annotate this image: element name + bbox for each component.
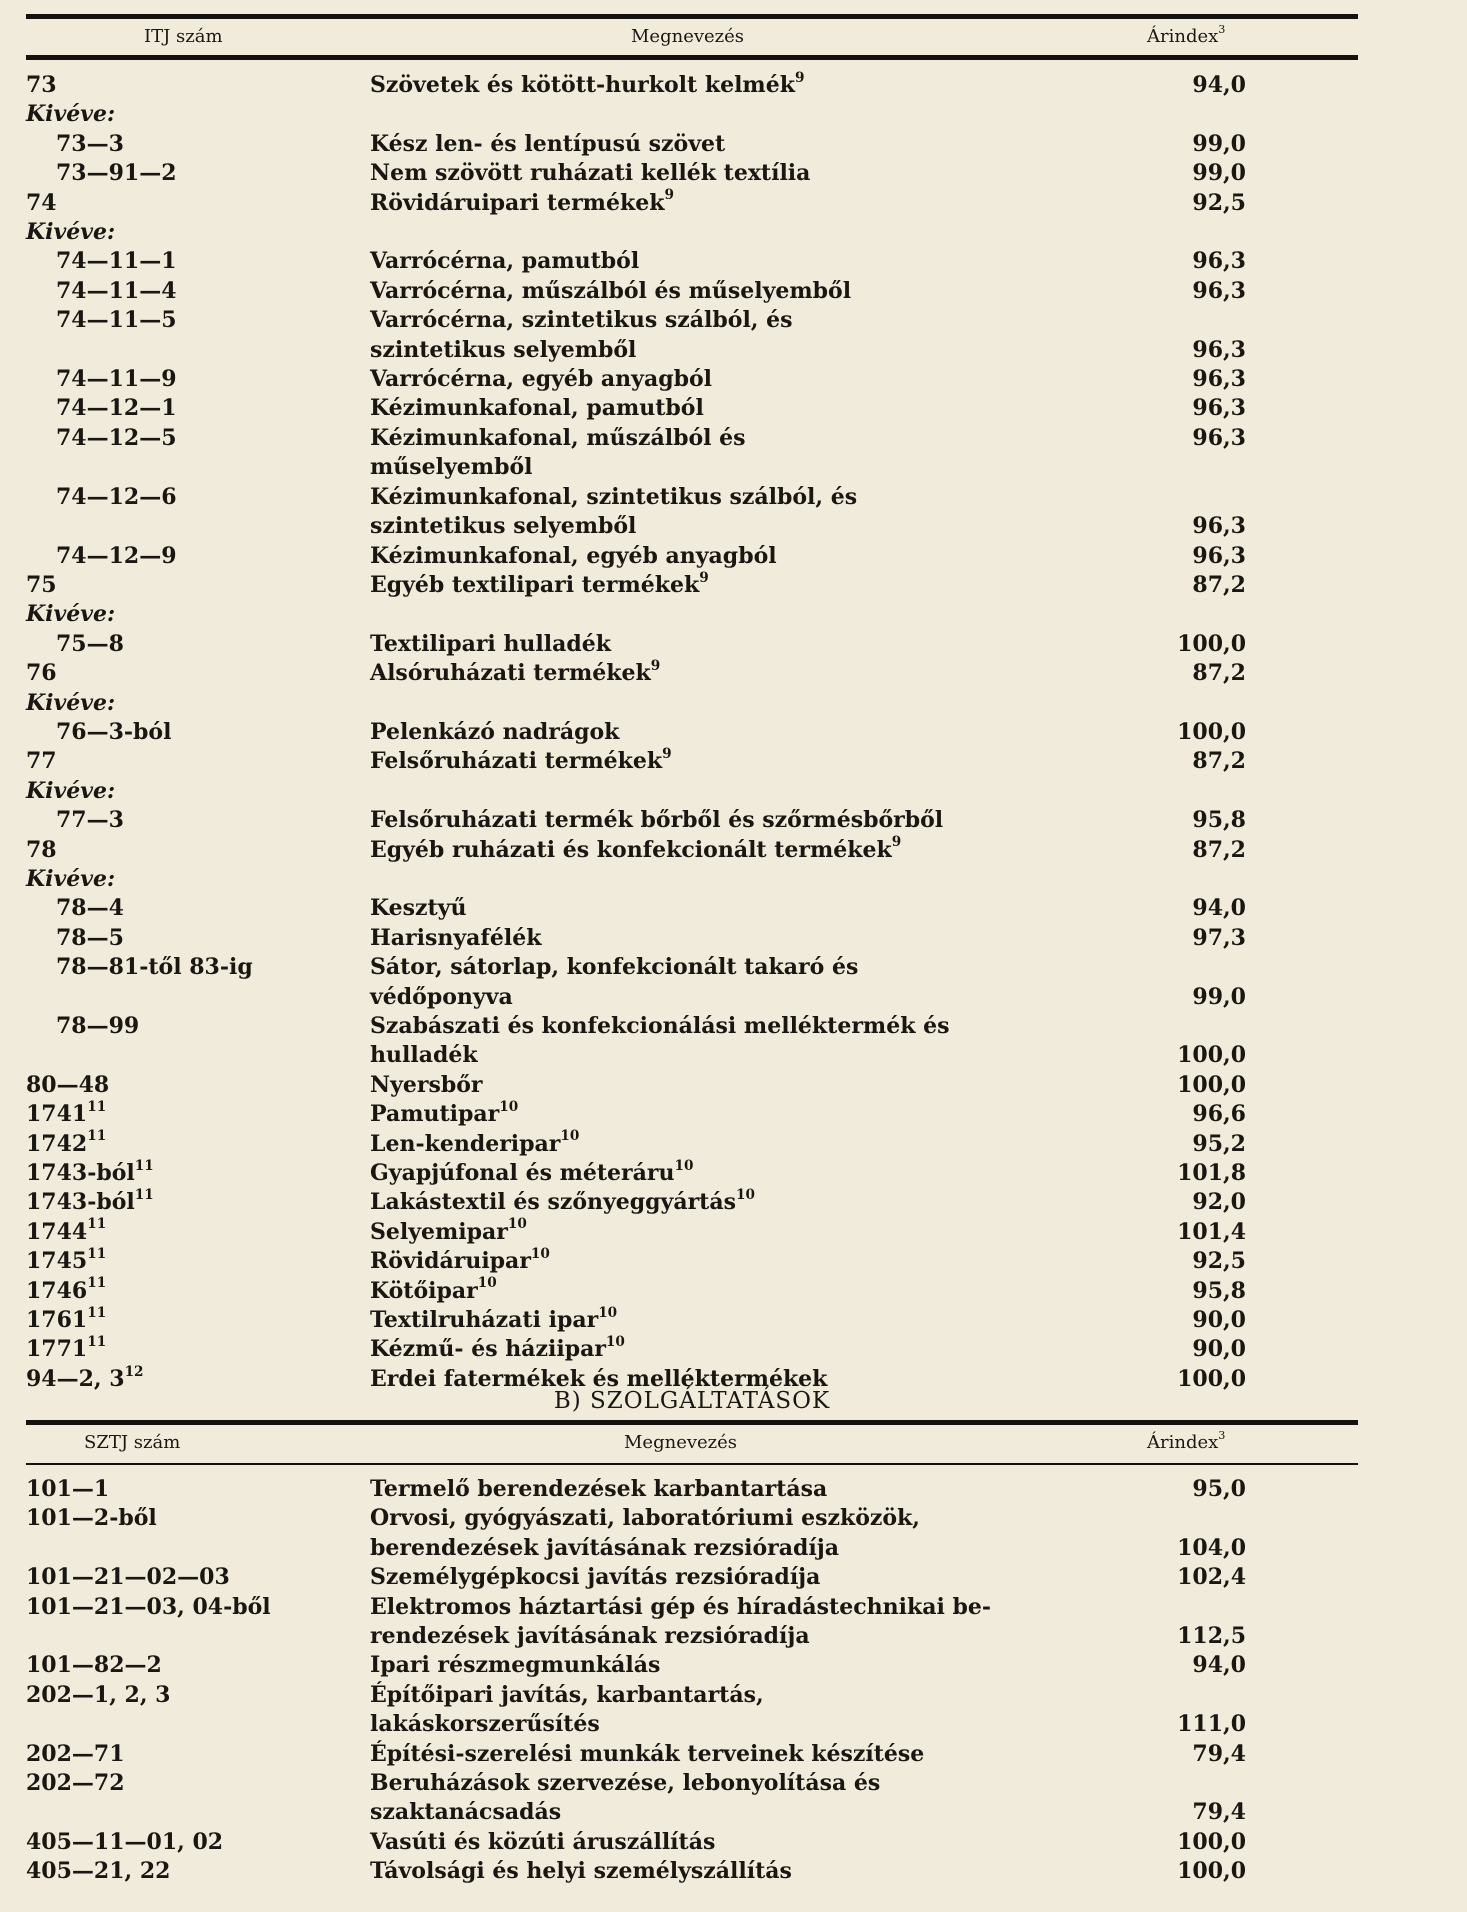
row-name: Felsőruházati termékek$^9$ (370, 745, 672, 775)
row-index-value: 100,0 (1177, 1365, 1246, 1392)
row-name: Sátor, sátorlap, konfekcionált takaró és védőponyva (370, 954, 859, 1010)
table-row (26, 836, 1358, 865)
header-name: Megnevezés (624, 1432, 738, 1453)
row-index-value: 99,0 (1192, 160, 1246, 187)
row-index-value: 95,0 (1192, 1476, 1246, 1502)
table-a-body (26, 71, 1358, 1394)
row-name: Erdei fatermékek és melléktermékek (370, 1365, 828, 1392)
table-row (26, 689, 1358, 718)
exception-label: Kivéve: (26, 689, 116, 716)
table-b-body (26, 1475, 1358, 1887)
row-name: Kézmű- és háziipar$^{10}$ (370, 1334, 625, 1363)
row-index-value: 112,5 (1177, 1623, 1246, 1650)
table-row (26, 1740, 1358, 1769)
row-name: Egyéb ruházati és konfekcionált termékek$^9$ (370, 834, 902, 863)
table-row (26, 894, 1358, 923)
row-name: Rövidáruipari termékek$^9$ (370, 187, 674, 216)
row-name (370, 218, 1090, 247)
row-index-value: 92,5 (1192, 189, 1246, 216)
row-index-value: 100,0 (1177, 1828, 1246, 1855)
table-b-header-rule (26, 1463, 1358, 1465)
row-name: Távolsági és helyi személyszállítás (370, 1858, 792, 1885)
table-a-top-rule (26, 14, 1358, 19)
row-index-value: 96,6 (1192, 1101, 1246, 1128)
row-code: 74—11—1 (56, 248, 177, 275)
row-name: Felsőruházati termék bőrből és szőrmésbőrből (370, 807, 944, 834)
row-name: Vasúti és közúti áruszállítás (370, 1828, 716, 1855)
header-code: ITJ szám (144, 26, 223, 47)
table-row (26, 953, 1358, 1012)
row-code: 101—21—03, 04-ből (26, 1593, 271, 1620)
row-code: 74—11—5 (56, 307, 177, 334)
row-index-value: 95,2 (1192, 1130, 1246, 1157)
header-index: Árindex$^3$ (1147, 1429, 1226, 1453)
row-code: 1743-ból$^{11}$ (26, 1157, 154, 1187)
table-row (26, 277, 1358, 306)
row-code: 1742$^{11}$ (26, 1128, 107, 1157)
row-name: Kész len- és lentípusú szövet (370, 130, 726, 157)
exception-label: Kivéve: (26, 777, 116, 804)
row-index-value: 101,8 (1177, 1160, 1246, 1187)
row-index-value: 87,2 (1192, 836, 1246, 863)
row-code: 73 (26, 72, 57, 98)
exception-label: Kivéve: (26, 865, 116, 892)
header-name: Megnevezés (631, 26, 745, 47)
row-name: Ipari részmegmunkálás (370, 1652, 661, 1679)
row-index-value: 96,3 (1192, 336, 1246, 363)
table-row (26, 924, 1358, 953)
row-name: Egyéb textilipari termékek$^9$ (370, 569, 709, 598)
table-a-header-rule (26, 55, 1358, 60)
row-index-value: 87,2 (1192, 660, 1246, 687)
table-row (26, 1188, 1358, 1217)
table-row (26, 542, 1358, 571)
row-code: 74 (26, 189, 57, 216)
row-index-value: 100,0 (1177, 1858, 1246, 1885)
table-row (26, 1100, 1358, 1129)
row-name: Kézimunkafonal, műszálból és műselyemből (370, 424, 746, 481)
row-index-value: 79,4 (1192, 1799, 1246, 1826)
row-index-value: 96,3 (1192, 366, 1246, 393)
row-index-value: 87,2 (1192, 571, 1246, 598)
row-code: 77—3 (56, 807, 124, 834)
table-row (26, 1335, 1358, 1364)
row-name: Nyersbőr (370, 1071, 483, 1098)
row-index-value: 90,0 (1192, 1307, 1246, 1334)
table-row (26, 1828, 1358, 1857)
row-name: Alsóruházati termékek$^9$ (370, 657, 661, 687)
table-row (26, 1130, 1358, 1159)
row-name: Varrócérna, egyéb anyagból (370, 366, 712, 393)
table-row (26, 806, 1358, 835)
row-name: Varrócérna, műszálból és műselyemből (370, 277, 852, 304)
table-row (26, 1681, 1358, 1740)
row-name: Szövetek és kötött-hurkolt kelmék$^9$ (370, 69, 805, 98)
table-row (26, 630, 1358, 659)
row-code: 76 (26, 660, 57, 687)
row-code: 73—3 (56, 130, 124, 157)
table-row (26, 865, 1358, 894)
table-row (26, 218, 1358, 247)
row-name: Textilipari hulladék (370, 630, 612, 657)
table-row (26, 747, 1358, 776)
row-code: 73—91—2 (56, 160, 177, 187)
row-code: 101—82—2 (26, 1652, 162, 1679)
row-index-value: 102,4 (1177, 1564, 1246, 1591)
row-index-value: 94,0 (1192, 895, 1246, 922)
row-index-value: 101,4 (1177, 1218, 1246, 1245)
table-row (26, 1012, 1358, 1071)
row-code: 1746$^{11}$ (26, 1275, 107, 1304)
row-code: 74—11—9 (56, 366, 177, 393)
table-row (26, 1247, 1358, 1276)
row-code: 75 (26, 571, 57, 598)
row-index-value: 96,3 (1192, 248, 1246, 275)
table-row (26, 424, 1358, 483)
row-name: Nem szövött ruházati kellék textília (370, 160, 811, 187)
exception-label: Kivéve: (26, 219, 116, 246)
table-row (26, 1651, 1358, 1680)
row-index-value: 95,8 (1192, 1277, 1246, 1304)
row-name: Kézimunkafonal, pamutból (370, 395, 704, 422)
row-index-value: 79,4 (1192, 1740, 1246, 1767)
row-code: 101—1 (26, 1476, 110, 1502)
row-name (370, 689, 1090, 718)
row-index-value: 104,0 (1177, 1534, 1246, 1561)
row-code: 74—12—1 (56, 395, 177, 422)
row-name: Harisnyafélék (370, 924, 542, 951)
row-index-value: 111,0 (1177, 1711, 1246, 1738)
row-name: Kézimunkafonal, egyéb anyagból (370, 542, 777, 569)
row-name: Szabászati és konfekcionálási melléktermék és hulladék (370, 1013, 950, 1069)
table-row (26, 71, 1358, 100)
table-row (26, 483, 1358, 542)
table-row (26, 247, 1358, 276)
table-row (26, 777, 1358, 806)
row-index-value: 96,3 (1192, 277, 1246, 304)
row-name: Varrócérna, szintetikus szálból, és szintetikus selyemből (370, 307, 793, 363)
header-code: SZTJ szám (84, 1432, 181, 1453)
table-row (26, 100, 1358, 129)
table-row (26, 571, 1358, 600)
exception-label: Kivéve: (26, 101, 116, 128)
row-index-value: 100,0 (1177, 1071, 1246, 1098)
table-b-header (26, 1426, 1358, 1460)
row-name: Varrócérna, pamutból (370, 248, 640, 275)
table-row (26, 1593, 1358, 1652)
row-code: 101—2-ből (26, 1505, 157, 1532)
row-index-value: 100,0 (1177, 630, 1246, 657)
row-code: 78—4 (56, 895, 124, 922)
row-name: Len-kenderipar$^{10}$ (370, 1128, 580, 1157)
row-code: 74—12—6 (56, 483, 177, 510)
row-name: Rövidáruipar$^{10}$ (370, 1245, 550, 1275)
row-code: 78 (26, 836, 57, 863)
row-code: 78—99 (56, 1013, 140, 1039)
table-row (26, 1306, 1358, 1335)
row-index-value: 99,0 (1192, 130, 1246, 157)
row-name: Építési-szerelési munkák terveinek készítése (370, 1740, 925, 1767)
row-code: 1744$^{11}$ (26, 1216, 107, 1245)
row-name: Építőipari javítás, karbantartás, lakáskorszerűsítés (370, 1681, 764, 1738)
row-name: Kötőipar$^{10}$ (370, 1275, 497, 1304)
row-name: Pamutipar$^{10}$ (370, 1098, 519, 1128)
row-code: 74—11—4 (56, 277, 177, 304)
row-code: 75—8 (56, 630, 124, 657)
row-name (370, 600, 1090, 629)
row-code: 405—21, 22 (26, 1858, 171, 1885)
row-code: 1741$^{11}$ (26, 1098, 107, 1128)
row-name: Orvosi, gyógyászati, laboratóriumi eszközök, berendezések javításának rezsióradíja (370, 1505, 920, 1561)
row-index-value: 94,0 (1192, 72, 1246, 98)
table-row (26, 130, 1358, 159)
table-a-header (26, 20, 1358, 54)
table-row (26, 1475, 1358, 1504)
table-row (26, 1563, 1358, 1592)
row-name: Beruházások szervezése, lebonyolítása és szaktanácsadás (370, 1770, 881, 1826)
row-index-value: 96,3 (1192, 424, 1246, 451)
row-code: 202—1, 2, 3 (26, 1681, 171, 1708)
row-code: 76—3-ból (56, 718, 172, 745)
row-code: 101—21—02—03 (26, 1564, 230, 1591)
table-row (26, 365, 1358, 394)
table-row (26, 659, 1358, 688)
table-row (26, 1769, 1358, 1828)
row-index-value: 100,0 (1177, 1042, 1246, 1069)
row-code: 78—5 (56, 924, 124, 951)
row-name: Termelő berendezések karbantartása (370, 1476, 828, 1502)
row-name: Személygépkocsi javítás rezsióradíja (370, 1564, 821, 1591)
row-name: Gyapjúfonal és méteráru$^{10}$ (370, 1157, 694, 1187)
row-name: Lakástextil és szőnyeggyártás$^{10}$ (370, 1187, 755, 1216)
row-name: Textilruházati ipar$^{10}$ (370, 1304, 618, 1334)
table-row (26, 189, 1358, 218)
row-code: 74—12—9 (56, 542, 177, 569)
table-row (26, 1857, 1358, 1886)
table-row (26, 1071, 1358, 1100)
row-code: 94—2, $3^{12}$ (26, 1363, 144, 1392)
table-row (26, 1218, 1358, 1247)
row-name (370, 777, 1090, 806)
row-index-value: 99,0 (1192, 983, 1246, 1010)
row-index-value: 96,3 (1192, 395, 1246, 422)
row-code: 202—72 (26, 1770, 125, 1797)
row-code: 1745$^{11}$ (26, 1245, 107, 1275)
row-name: Kézimunkafonal, szintetikus szálból, és szintetikus selyemből (370, 483, 858, 540)
row-name (370, 100, 1090, 129)
row-index-value: 90,0 (1192, 1336, 1246, 1363)
table-row (26, 718, 1358, 747)
row-index-value: 92,5 (1192, 1248, 1246, 1275)
table-row (26, 1504, 1358, 1563)
row-name (370, 865, 1090, 894)
row-code: 80—48 (26, 1071, 110, 1098)
row-index-value: 96,3 (1192, 513, 1246, 540)
row-code: 74—12—5 (56, 424, 177, 451)
row-code: 78—81-től 83-ig (56, 954, 253, 981)
table-row (26, 159, 1358, 188)
row-index-value: 94,0 (1192, 1652, 1246, 1679)
table-row (26, 306, 1358, 365)
row-code: 1761$^{11}$ (26, 1304, 107, 1334)
row-name: Selyemipar$^{10}$ (370, 1216, 527, 1245)
section-b-title: B) SZOLGÁLTATÁSOK (553, 1388, 831, 1414)
table-row (26, 1277, 1358, 1306)
row-index-value: 87,2 (1192, 748, 1246, 775)
header-index: Árindex$^3$ (1147, 23, 1226, 47)
table-b-top-rule (26, 1420, 1358, 1425)
row-code: 405—11—01, 02 (26, 1828, 224, 1855)
row-index-value: 95,8 (1192, 807, 1246, 834)
row-index-value: 97,3 (1192, 924, 1246, 951)
row-code: 77 (26, 748, 57, 775)
exception-label: Kivéve: (26, 601, 116, 628)
row-index-value: 92,0 (1192, 1189, 1246, 1216)
table-row (26, 394, 1358, 423)
row-name: Elektromos háztartási gép és híradástechnikai be- rendezések javításának rezsióradíja (370, 1593, 991, 1650)
row-name: Kesztyű (370, 895, 467, 922)
row-code: 1743-ból$^{11}$ (26, 1187, 154, 1216)
table-row (26, 600, 1358, 629)
row-code: 1771$^{11}$ (26, 1334, 107, 1363)
row-index-value: 100,0 (1177, 718, 1246, 745)
table-row (26, 1159, 1358, 1188)
row-name: Pelenkázó nadrágok (370, 718, 620, 745)
row-code: 202—71 (26, 1740, 125, 1767)
row-index-value: 96,3 (1192, 542, 1246, 569)
